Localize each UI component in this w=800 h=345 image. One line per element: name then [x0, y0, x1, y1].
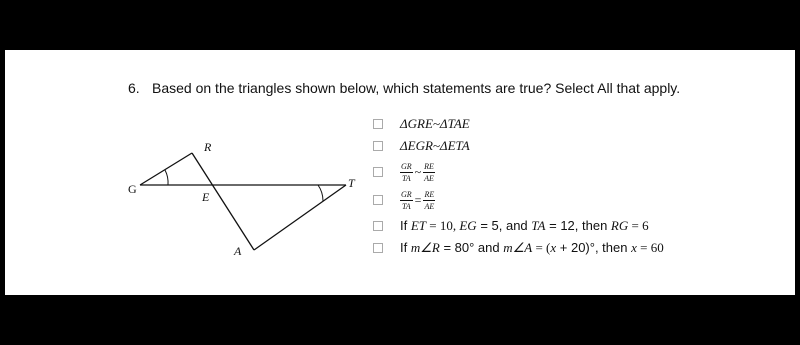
- question-text: Based on the triangles shown below, which statements are true? Select All that apply.: [152, 80, 681, 96]
- option-5-text: If ET = 10, EG = 5, and TA = 12, then RG = 6: [400, 218, 649, 233]
- checkbox[interactable]: [373, 119, 383, 129]
- question-card: [5, 50, 795, 295]
- checkbox[interactable]: [373, 243, 383, 253]
- fraction-GR-TA: $\frac{GR}{TA}$: [401, 161, 412, 183]
- relation-symbol: =: [414, 192, 422, 207]
- option-6[interactable]: [373, 238, 664, 258]
- angle-arc-G: [165, 170, 168, 185]
- fraction-GR-TA: $\frac{GR}{TA}$: [401, 189, 412, 211]
- checkbox[interactable]: [373, 141, 383, 151]
- option-4[interactable]: [373, 190, 435, 210]
- label-A: A: [234, 244, 242, 258]
- option-1[interactable]: [373, 114, 470, 134]
- relation-symbol: ~: [414, 164, 422, 179]
- angle-arc-T: [318, 185, 323, 201]
- label-R: R: [204, 140, 212, 154]
- label-E: E: [202, 190, 210, 204]
- option-6-text: If m∠R = 80° and m∠A = (x + 20)°, then x = 60: [400, 240, 664, 255]
- triangle-figure: [120, 135, 360, 265]
- option-3[interactable]: [373, 162, 435, 182]
- checkbox[interactable]: [373, 167, 383, 177]
- option-2[interactable]: [373, 136, 470, 156]
- segment-GR: [140, 153, 192, 185]
- label-T: T: [348, 176, 355, 190]
- triangles-diagram: [120, 135, 360, 265]
- label-G: G: [128, 182, 137, 196]
- question-number: 6.: [128, 80, 140, 96]
- segment-AT: [254, 185, 346, 250]
- option-5[interactable]: [373, 216, 649, 236]
- checkbox[interactable]: [373, 221, 383, 231]
- fraction-RE-AE: $\frac{RE}{AE}$: [424, 161, 434, 183]
- option-1-text: ΔGRE~ΔTAE: [400, 116, 470, 131]
- fraction-RE-AE: $\frac{RE}{AE}$: [424, 189, 435, 211]
- option-2-text: ΔEGR~ΔETA: [400, 138, 470, 153]
- checkbox[interactable]: [373, 195, 383, 205]
